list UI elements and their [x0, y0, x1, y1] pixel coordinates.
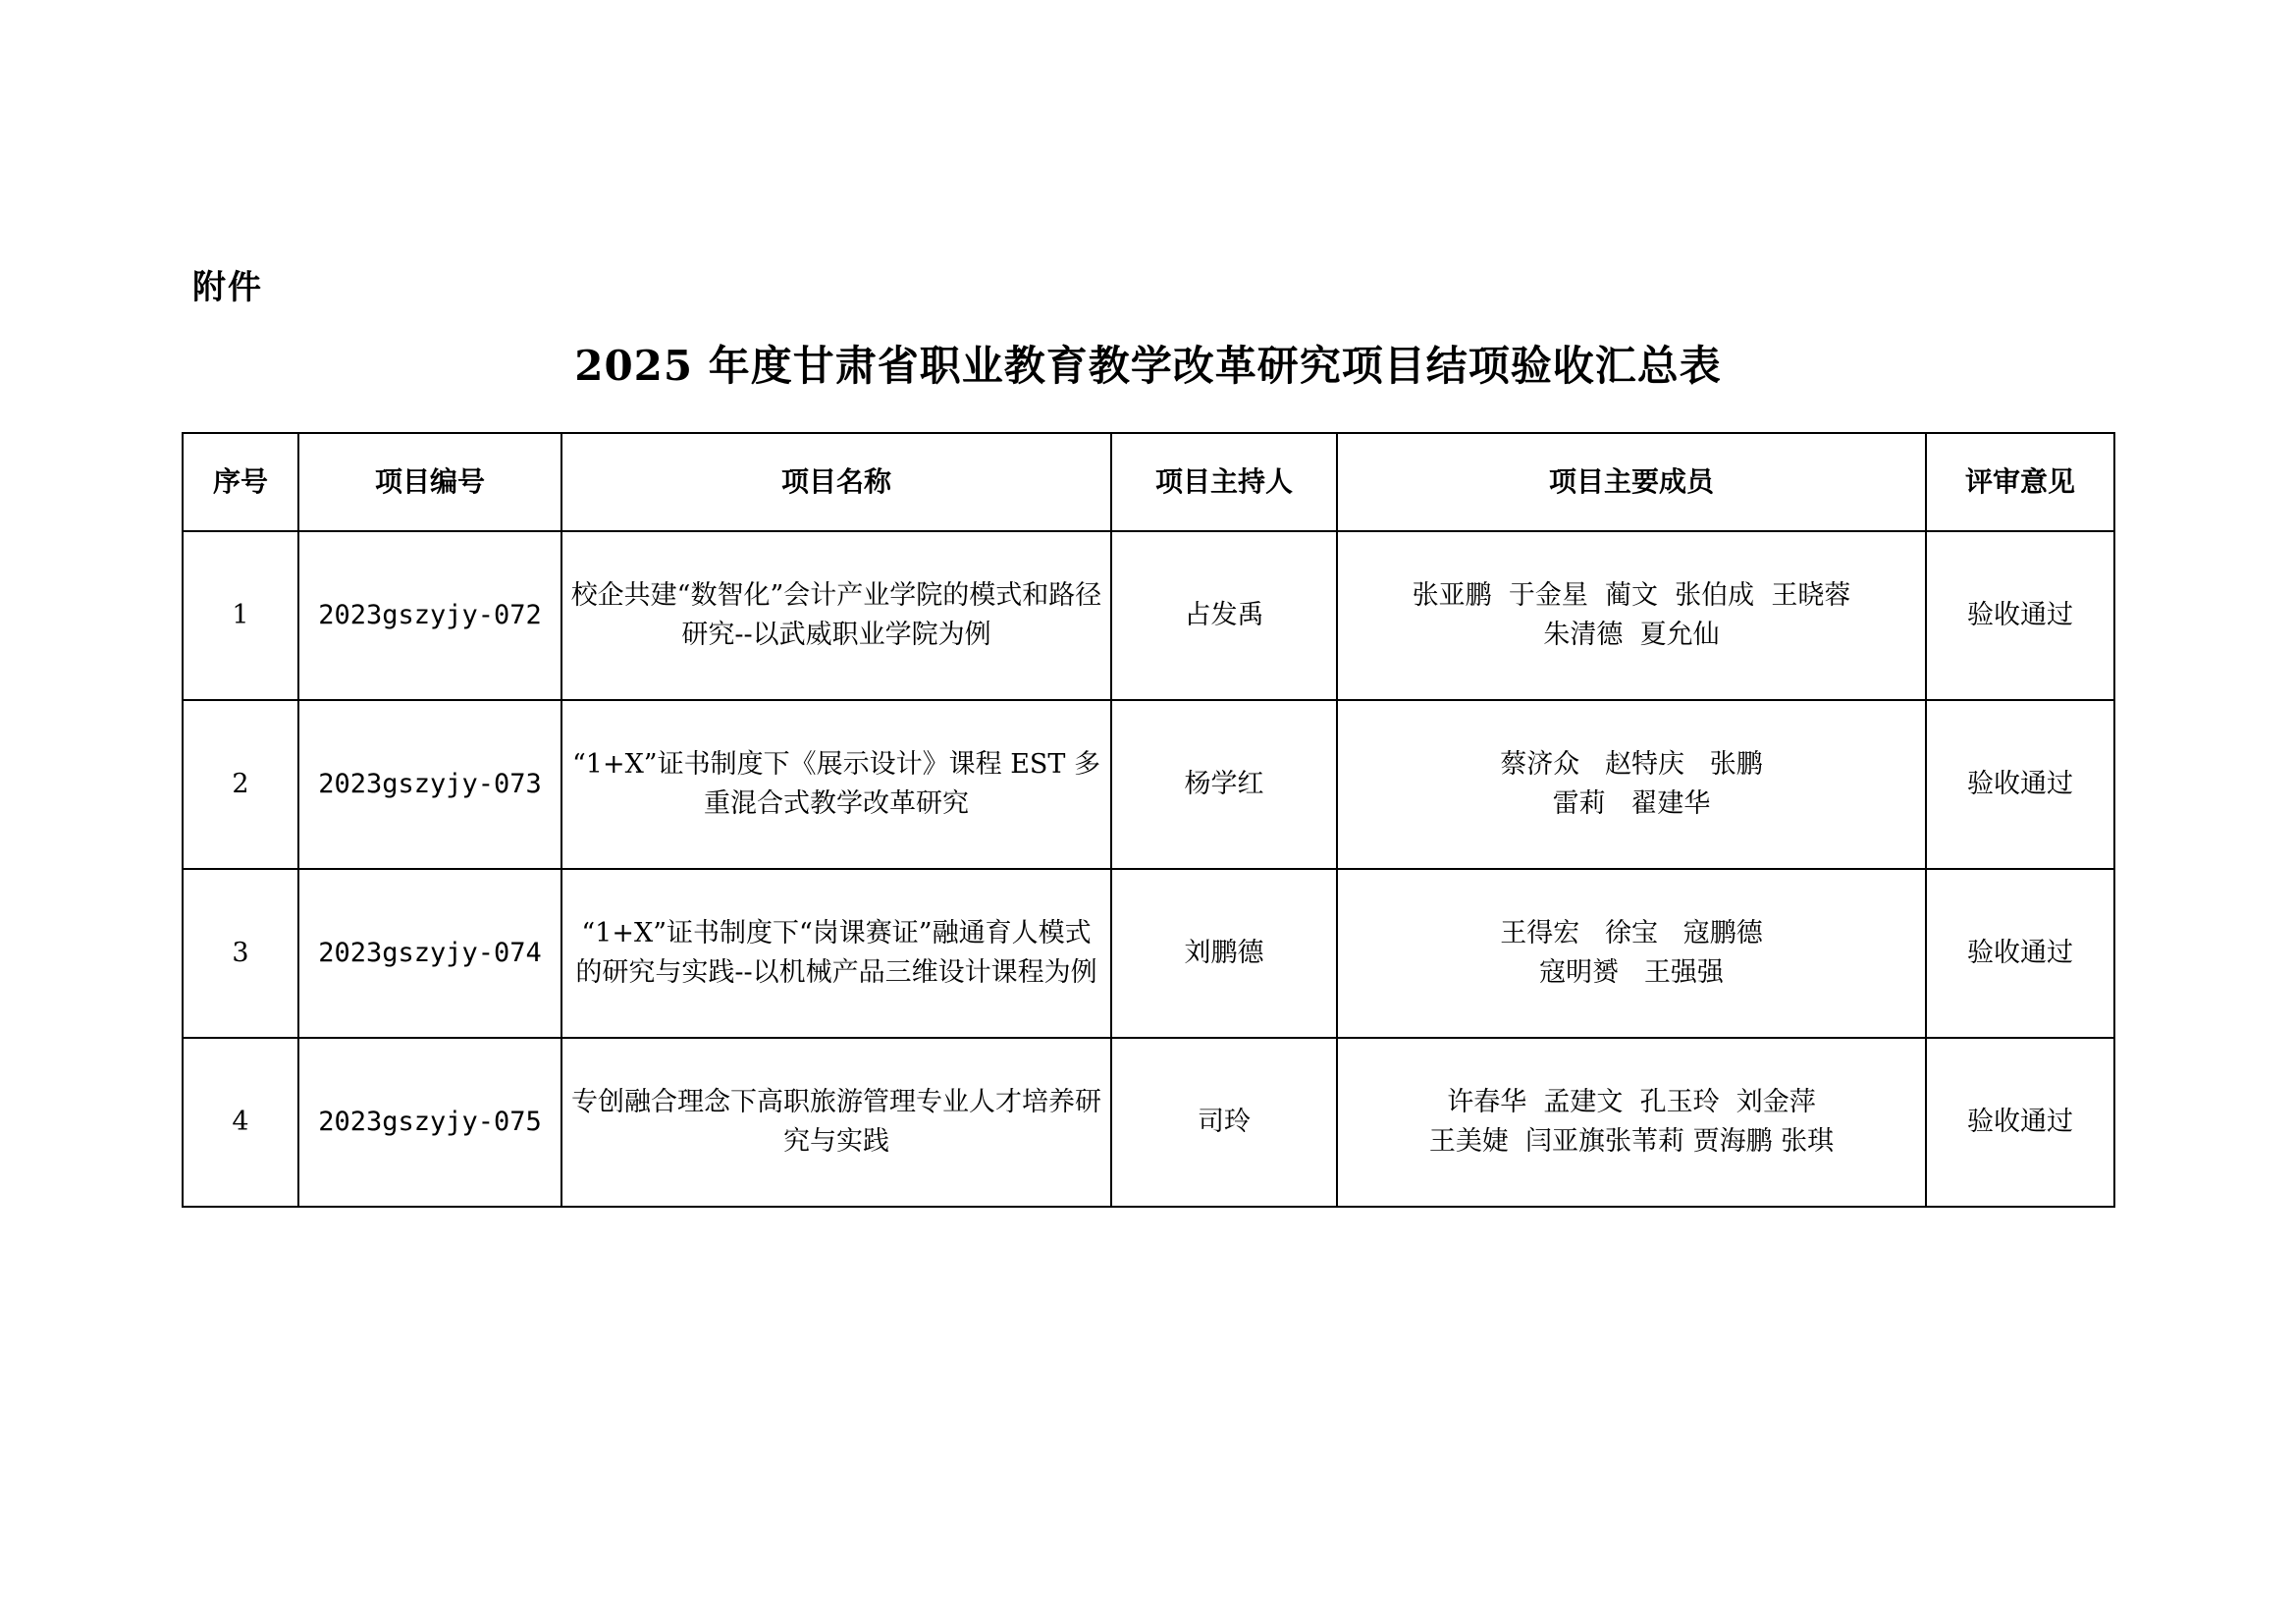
table-row: [183, 869, 2114, 1038]
cell-name: 校企共建“数智化”会计产业学院的模式和路径研究--以武威职业学院为例: [561, 531, 1111, 700]
column-header-leader: 项目主持人: [1111, 433, 1337, 531]
cell-code: 2023gszyjy-072: [298, 531, 561, 700]
cell-opinion: 验收通过: [1926, 1038, 2114, 1207]
cell-members: [1337, 700, 1926, 869]
column-header-opinion: 评审意见: [1926, 433, 2114, 531]
cell-members: [1337, 869, 1926, 1038]
members-line: 蔡济众 赵特庆 张鹏: [1500, 748, 1763, 780]
cell-seq: 1: [183, 531, 298, 700]
cell-opinion: 验收通过: [1926, 700, 2114, 869]
cell-name: “1+X”证书制度下《展示设计》课程 EST 多重混合式教学改革研究: [561, 700, 1111, 869]
attachment-label: 附件: [192, 268, 263, 307]
cell-opinion: 验收通过: [1926, 869, 2114, 1038]
table-row: [183, 1038, 2114, 1207]
cell-leader: 刘鹏德: [1111, 869, 1337, 1038]
cell-leader: 司玲: [1111, 1038, 1337, 1207]
cell-members: [1337, 1038, 1926, 1207]
column-header-members: 项目主要成员: [1337, 433, 1926, 531]
members-line: 雷莉 翟建华: [1552, 788, 1711, 819]
cell-name: “1+X”证书制度下“岗课赛证”融通育人模式的研究与实践--以机械产品三维设计课程为例: [561, 869, 1111, 1038]
members-line: 寇明赟 王强强: [1539, 957, 1724, 988]
members-line: 张亚鹏 于金星 蔺文 张伯成 王晓蓉: [1412, 579, 1851, 611]
cell-code: 2023gszyjy-075: [298, 1038, 561, 1207]
column-header-seq: 序号: [183, 433, 298, 531]
cell-seq: 4: [183, 1038, 298, 1207]
cell-opinion: 验收通过: [1926, 531, 2114, 700]
column-header-name: 项目名称: [561, 433, 1111, 531]
cell-code: 2023gszyjy-074: [298, 869, 561, 1038]
members-line: 王美婕 闫亚旗张苇莉 贾海鹏 张琪: [1428, 1126, 1835, 1157]
members-line: 王得宏 徐宝 寇鹏德: [1500, 917, 1763, 948]
members-line: 朱清德 夏允仙: [1543, 620, 1720, 650]
table-row: [183, 700, 2114, 869]
cell-leader: 占发禹: [1111, 531, 1337, 700]
page-title: 2025 年度甘肃省职业教育教学改革研究项目结项验收汇总表: [574, 342, 1722, 390]
members-line: 许春华 孟建文 孔玉玲 刘金萍: [1447, 1086, 1816, 1117]
cell-leader: 杨学红: [1111, 700, 1337, 869]
cell-seq: 3: [183, 869, 298, 1038]
column-header-code: 项目编号: [298, 433, 561, 531]
cell-seq: 2: [183, 700, 298, 869]
cell-name: 专创融合理念下高职旅游管理专业人才培养研究与实践: [561, 1038, 1111, 1207]
table-row: [183, 531, 2114, 700]
project-summary-table: [182, 432, 2115, 1208]
cell-code: 2023gszyjy-073: [298, 700, 561, 869]
cell-members: [1337, 531, 1926, 700]
table-header-row: [183, 433, 2114, 531]
